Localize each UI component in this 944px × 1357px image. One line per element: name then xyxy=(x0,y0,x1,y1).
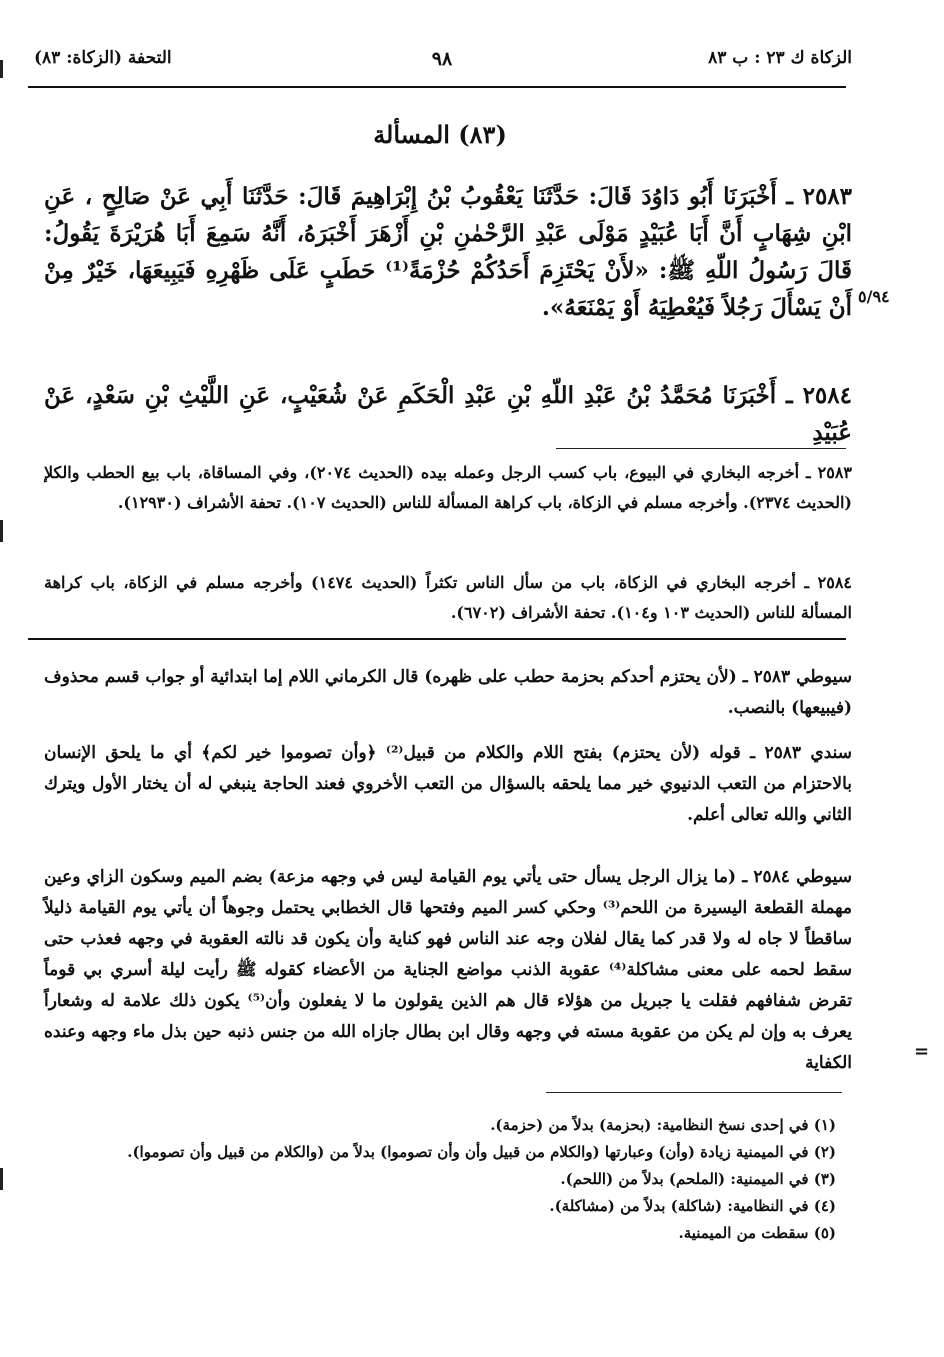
footnote: (٢) في الميمنية زيادة (وأن) وعبارتها (والكلام من قبيل وأن وأن تصوموا) بدلاً من (والكلام من قبيل وأن تصوموا). xyxy=(127,1143,836,1161)
takhrij-separator xyxy=(556,448,846,449)
hadith-text: ـ أَخْبَرَنَا أَبُو دَاوُدَ قَالَ: حَدَّثَنَا يَعْقُوبُ بْنُ إِبْرَاهِيمَ قَالَ: حَدَّثَنَا أَبِي عَنْ صَالِحٍ ، عَنِ ابْنِ شِهَابٍ أَنَّ أَبَا عُبَيْدٍ مَوْلَى عَبْدِ الرَّحْمٰنِ بْنِ أَزْهَرَ أَخْبَرَهُ، أَنَّهُ سَمِعَ أَبَا هُرَيْرَةَ يَقُولُ: قَالَ رَسُولُ اللّهِ ﷺ: «لأَنْ يَحْتَزِمَ أَحَدُكُمْ حُزْمَةً⁽¹⁾ حَطَبٍ عَلَى ظَهْرِهِ فَيَبِيعَهَا، خَيْرٌ مِنْ أَنْ يَسْأَلَ رَجُلاً فَيُعْطِيَهُ أَوْ يَمْنَعَهُ». xyxy=(44,183,853,321)
hadith-2584 xyxy=(44,377,852,451)
footnote: (٥) سقطت من الميمنية. xyxy=(678,1224,836,1242)
hadith-text: ـ أَخْبَرَنَا مُحَمَّدُ بْنُ عَبْدِ اللّهِ بْنِ عَبْدِ الْحَكَمِ عَنْ شُعَيْبٍ، عَنِ اللَّيْثِ بْنِ سَعْدٍ، عَنْ عُبَيْدِ xyxy=(44,382,852,446)
page-number: ٩٨ xyxy=(431,48,453,70)
takhrij-2584: ٢٥٨٤ ـ أخرجه البخاري في الزكاة، باب من سأل الناس تكثراً (الحديث ١٤٧٤) وأخرجه مسلم في الزكاة، باب كراهة المسألة للناس (الحديث ١٠٣ و١٠٤). تحفة الأشراف (٦٧٠٢). xyxy=(44,573,853,622)
takhrij-2583: ٢٥٨٣ ـ أخرجه البخاري في البيوع، باب كسب الرجل وعمله بيده (الحديث ٢٠٧٤)، وفي المساقاة، باب بيع الحطب والكلإ (الحديث ٢٣٧٤). وأخرجه مسلم في الزكاة، باب كراهة المسألة للناس (الحديث ١٠٧). تحفة الأشراف (١٢٩٣٠). xyxy=(44,463,852,512)
scan-edge-mark xyxy=(0,520,3,542)
footnotes-list xyxy=(44,1112,836,1247)
scan-edge-mark xyxy=(0,60,3,78)
continuation-mark: = xyxy=(914,1041,930,1062)
hadith-2583 xyxy=(44,178,852,326)
commentary-sindi-2583: سندي ٢٥٨٣ ـ قوله (لأن يحتزم) بفتح اللام والكلام من قبيل⁽²⁾ ﴿وأن تصوموا خير لكم﴾ أي ما يلحق الإنسان بالاحتزام من التعب الدنيوي خير مما يلحقه بالسؤال من التعب الأخروي فعند الحاجة ينبغي له أن يختار الأول ويترك الثاني والله تعالى أعلم. xyxy=(44,743,852,825)
footnote: (١) في إحدى نسخ النظامية: (بحزمة) بدلاً من (حزمة). xyxy=(490,1116,836,1134)
section-title: (٨٣) المسألة xyxy=(373,120,507,149)
header-tuhfa-reference: التحفة (الزكاة: ٨٣) xyxy=(34,48,172,68)
hadith-number: ٢٥٨٣ xyxy=(802,183,853,210)
header-rule xyxy=(28,86,846,88)
header-book-reference: الزكاة ك ٢٣ : ب ٨٣ xyxy=(708,48,852,68)
margin-volume-note: ٥/٩٤ xyxy=(858,287,890,306)
footnote: (٤) في النظامية: (شاكلة) بدلاً من (مشاكلة). xyxy=(549,1197,836,1215)
commentary-suyuti-2584: سيوطي ٢٥٨٤ ـ (ما يزال الرجل يسأل حتى يأتي يوم القيامة ليس في وجهه مزعة) بضم الميم وسكون الزاي وعين مهملة القطعة اليسيرة من اللحم⁽³⁾ وحكي كسر الميم وفتحها قال الخطابي يحتمل وجوهاً أن يأتي يوم القيامة ذليلاً ساقطاً لا جاه له ولا قدر كما يقال لفلان وجه عند الناس فهو كناية وأن يكون قد نالته العقوبة في وجهه فعذب حتى سقط لحمه على معنى مشاكلة⁽⁴⁾ عقوبة الذنب مواضع الجناية من الأعضاء كقوله ﷺ رأيت ليلة أسري بي قوماً تقرض شفافهم فقلت يا جبريل من هؤلاء قال هم الذين يقولون ما لا يفعلون وأن⁽⁵⁾ يكون ذلك علامة له وشعاراً يعرف به وإن لم يكن من عقوبة مسته في وجهه وقال ابن بطال جازاه الله من جنس ذنبه حين بذل ماء وجهه وعنده الكفاية xyxy=(44,867,853,1073)
hadith-number: ٢٥٨٤ xyxy=(802,382,852,409)
footnote-separator xyxy=(546,1092,842,1093)
commentary-separator xyxy=(28,638,846,640)
footnote: (٣) في الميمنية: (الملحم) بدلاً من (اللحم). xyxy=(560,1170,836,1188)
scan-edge-mark xyxy=(0,1168,3,1190)
commentary-suyuti-2583: سيوطي ٢٥٨٣ ـ (لأن يحتزم أحدكم بحزمة حطب على ظهره) قال الكرماني اللام إما ابتدائية أو جواب قسم محذوف (فيبيعها) بالنصب. xyxy=(44,667,853,718)
